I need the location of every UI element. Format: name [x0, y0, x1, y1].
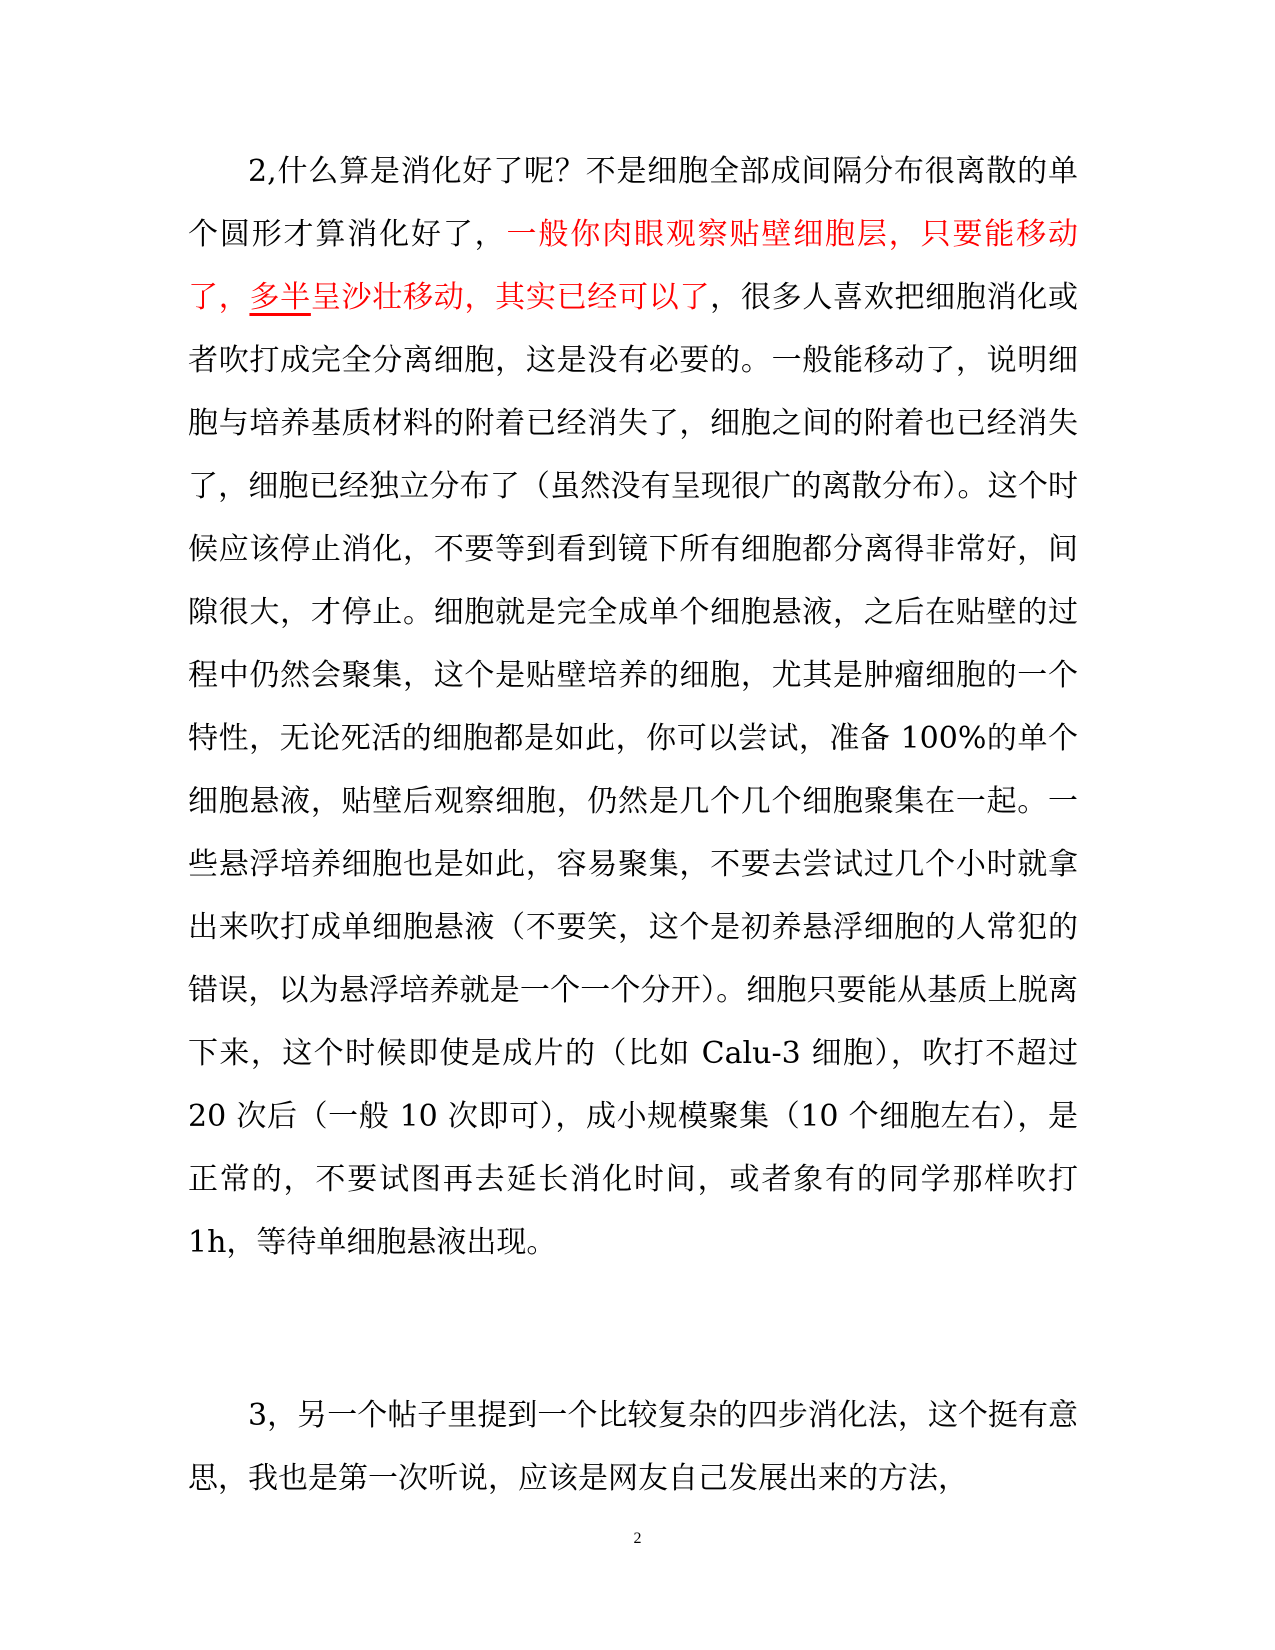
- paragraph-3-text: 3，另一个帖子里提到一个比较复杂的四步消化法，这个挺有意思，我也是第一次听说，应该是网友自己发展出来的方法，: [188, 1398, 1078, 1496]
- paragraph-3: [188, 1384, 1078, 1510]
- paragraph-2-red-highlight-1: 一般你肉眼观察贴壁细胞层，只要能移动了，: [188, 217, 1079, 315]
- paragraph-2: [188, 140, 1078, 1274]
- paragraph-3-block: [188, 1384, 1078, 1510]
- paragraph-2-red-underlined-word: 多半: [249, 280, 311, 315]
- paragraph-2-text-start: 2,什么算是消化好了呢？不是细胞全部成间隔分布很离散的单个圆形才算消化好了，: [188, 154, 1078, 252]
- paragraph-2-text-rest: ，很多人喜欢把细胞消化或者吹打成完全分离细胞，这是没有必要的。一般能移动了，说明细胞与培养基质材料的附着已经消失了，细胞之间的附着也已经消失了，细胞已经独立分布了（虽然没有呈现很广的离散分布）。这个时候应该停止消化，不要等到看到镜下所有细胞都分离得非常好，间隙很大，才停止。细胞就是完全成单个细胞悬液，之后在贴壁的过程中仍然会聚集，这个是贴壁培养的细胞，尤其是肿瘤细胞的一个特性，无论死活的细胞都是如此，你可以尝试，准备 100%的单个细胞悬液，贴壁后观察细胞，仍然是几个几个细胞聚集在一起。一些悬浮培养细胞也是如此，容易聚集，不要去尝试过几个小时就拿出来吹打成单细胞悬液（不要笑，这个是初养悬浮细胞的人常犯的错误，以为悬浮培养就是一个一个分开）。细胞只要能从基质上脱离下来，这个时候即使是成片的（比如 Calu-3 细胞），吹打不超过 20 次后（一般 10 次即可），成小规模聚集（10 个细胞左右），是正常的，不要试图再去延长消化时间，或者象有的同学那样吹打 1h，等待单细胞悬液出现。: [188, 280, 1079, 1260]
- paragraph-2-block: [188, 140, 1078, 1274]
- paragraph-2-red-highlight-2: 呈沙壮移动，其实已经可以了: [310, 280, 711, 315]
- page-number: 2: [633, 1530, 642, 1547]
